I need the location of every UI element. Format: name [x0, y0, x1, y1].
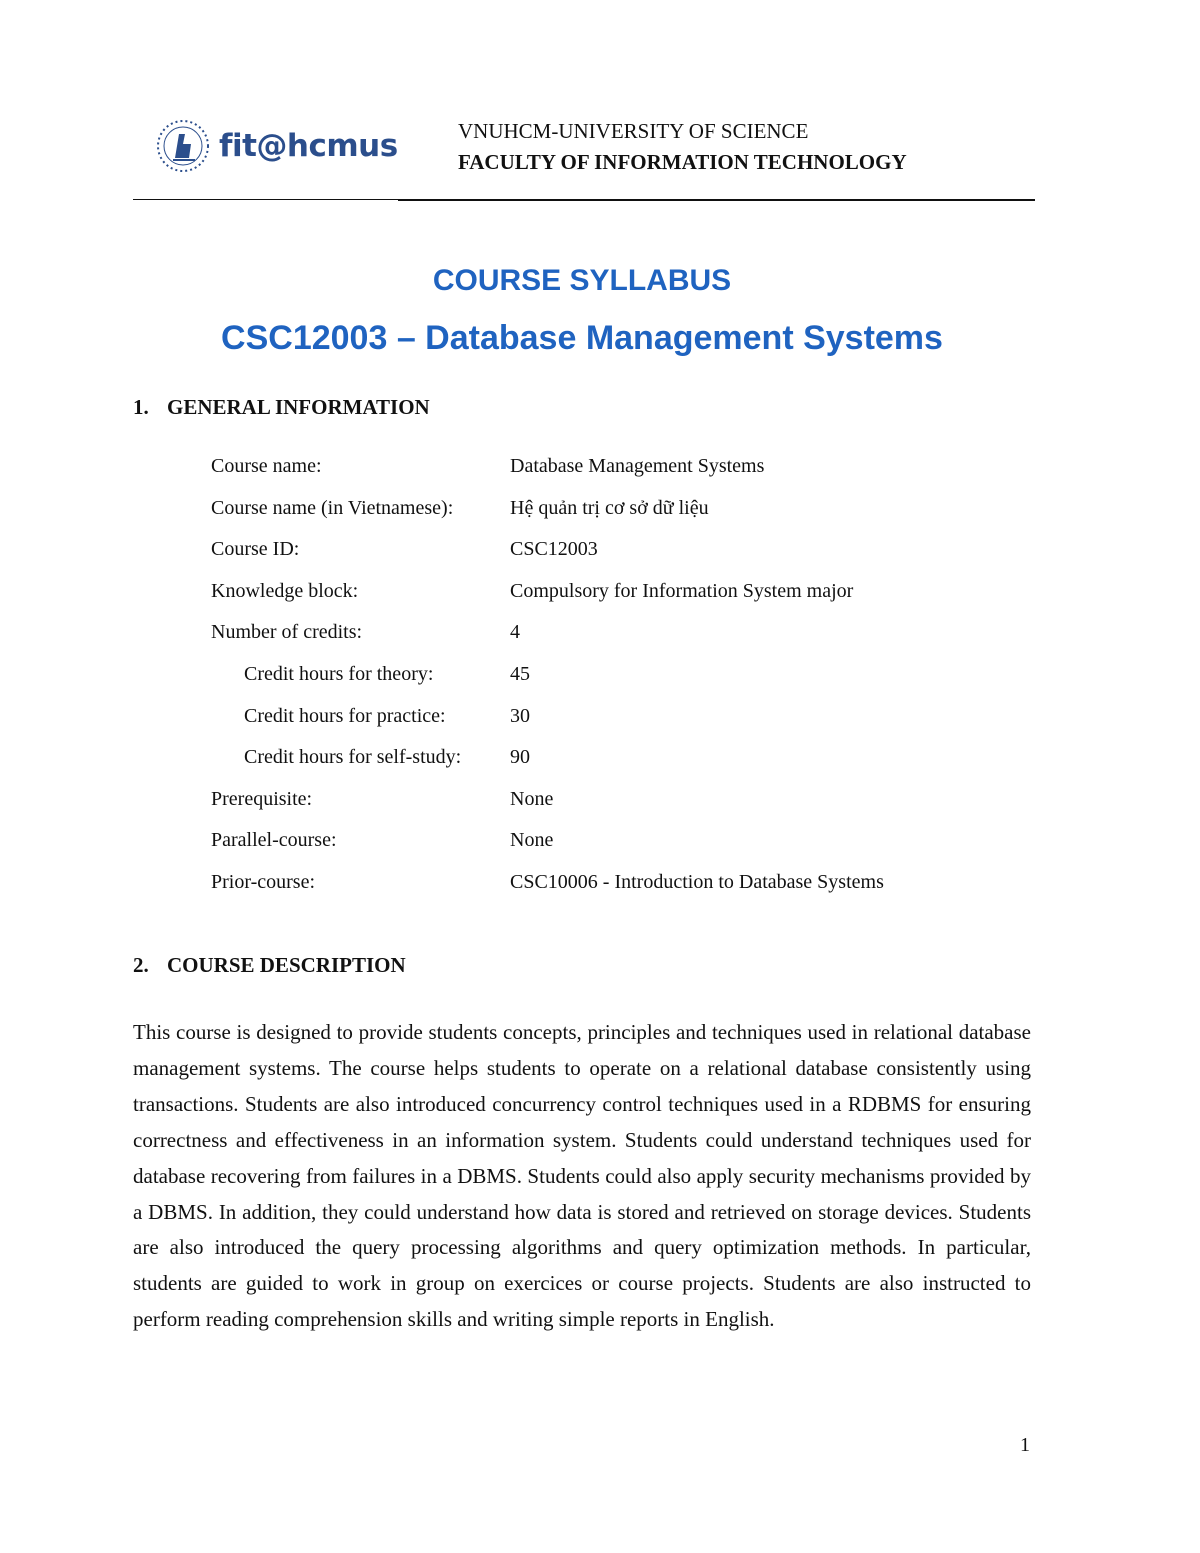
info-row-parallel-course — [211, 824, 1011, 866]
section-heading-general — [133, 395, 430, 420]
info-value: CSC12003 — [510, 538, 598, 561]
info-label: Credit hours for self-study: — [244, 746, 462, 769]
section-title: COURSE DESCRIPTION — [167, 953, 406, 977]
info-row-theory-hours — [211, 658, 1011, 700]
logo-text: fit@hcmus — [219, 128, 398, 164]
info-row-practice-hours — [211, 700, 1011, 742]
info-row-prerequisite — [211, 783, 1011, 825]
course-description-paragraph: This course is designed to provide students concepts, principles and techniques used in relational database management systems. The course helps students to operate on a relational database consistently using transactions. Students are also introduced concurrency control techniques used in a RDBMS for ensuring correctness and effectiveness in an information system. Students could understand techniques used for database recovering from failures in a DBMS. Students could also apply security mechanisms provided by a DBMS. In addition, they could understand how data is stored and retrieved on storage devices. Students are also introduced the query processing algorithms and query optimization methods. In particular, students are guided to work in group on exercices or course projects. Students are also instructed to perform reading comprehension skills and writing simple reports in English. — [133, 1020, 1031, 1332]
info-label: Prior-course: — [211, 870, 316, 893]
info-value: 45 — [510, 662, 530, 685]
info-row-self-study-hours — [211, 741, 1011, 783]
faculty-logo — [155, 118, 398, 174]
general-info-table — [211, 450, 1011, 908]
institution-block — [458, 116, 907, 178]
header-divider — [133, 199, 1035, 201]
course-title: CSC12003 – Database Management Systems — [221, 319, 943, 357]
info-label: Credit hours for theory: — [244, 662, 434, 685]
info-label: Course name: — [211, 455, 322, 477]
info-row-course-id — [211, 533, 1011, 575]
info-value: 4 — [510, 621, 520, 644]
university-name: VNUHCM-UNIVERSITY OF SCIENCE — [458, 119, 809, 143]
info-value: 30 — [510, 704, 530, 727]
info-value: Database Management Systems — [510, 455, 765, 477]
info-label: Course ID: — [211, 538, 300, 561]
page-number: 1 — [1020, 1434, 1030, 1456]
university-emblem-icon — [155, 118, 215, 174]
info-label: Parallel-course: — [211, 829, 337, 852]
info-label: Knowledge block: — [211, 579, 359, 602]
syllabus-title: COURSE SYLLABUS — [432, 264, 732, 297]
section-number: 1. — [133, 395, 149, 419]
faculty-name: FACULTY OF INFORMATION TECHNOLOGY — [458, 150, 907, 174]
info-value: 90 — [510, 746, 530, 769]
section-title: GENERAL INFORMATION — [167, 395, 430, 419]
info-value: None — [510, 829, 554, 852]
info-value: None — [510, 787, 554, 810]
info-row-credits — [211, 616, 1011, 658]
info-label: Prerequisite: — [211, 787, 313, 810]
info-value: Hệ quản trị cơ sở dữ liệu — [510, 496, 709, 519]
section-number: 2. — [133, 953, 149, 977]
info-label: Credit hours for practice: — [244, 704, 446, 727]
info-label: Course name (in Vietnamese): — [211, 496, 454, 519]
section-heading-description — [133, 953, 406, 978]
info-row-prior-course — [211, 866, 1011, 908]
info-row-course-name-vi — [211, 492, 1011, 534]
info-row-course-name — [211, 450, 1011, 492]
info-value: CSC10006 - Introduction to Database Systems — [510, 870, 884, 893]
info-row-knowledge-block — [211, 575, 1011, 617]
info-label: Number of credits: — [211, 621, 363, 644]
info-value: Compulsory for Information System major — [510, 579, 854, 602]
